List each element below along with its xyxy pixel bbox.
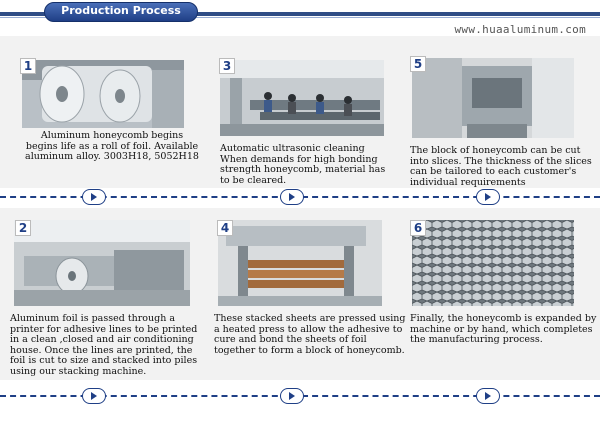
step-6-caption: Finally, the honeycomb is expanded by machine or by hand, which completes the manufacturing process. (410, 313, 597, 345)
steps-row-top (0, 36, 600, 188)
step-3-caption: Automatic ultrasonic cleaning When demands for high bonding strength honeycomb, material has to be cleared. (220, 143, 386, 186)
step-3-number: 3 (219, 58, 235, 74)
next-arrow-icon (476, 189, 500, 205)
step-6-photo (412, 220, 574, 306)
step-6-number: 6 (410, 220, 426, 236)
page-title: Production Process (61, 4, 181, 17)
steps-row-bottom (0, 208, 600, 380)
step-5-number: 5 (410, 56, 426, 72)
row-divider-bottom (0, 388, 600, 404)
step-2-photo (14, 220, 190, 306)
step-5-caption: The block of honeycomb can be cut into slices. The thickness of the slices can be tailored to each customer's individual requirements (410, 145, 592, 188)
website-label: www.huaaluminum.com (454, 23, 586, 36)
header-bar (0, 0, 600, 20)
step-1-caption: Aluminum honeycomb begins begins life as a roll of foil. Available aluminum alloy. 3003H18, 5052H18 (25, 130, 199, 162)
next-arrow-icon (476, 388, 500, 404)
next-arrow-icon (280, 189, 304, 205)
step-3-photo (220, 60, 384, 136)
next-arrow-icon (280, 388, 304, 404)
step-2-caption: Aluminum foil is passed through a printer for adhesive lines to be printed in a clean ,closed and air conditioning house. Once the lines are printed, the foil is cut to size and stacked into piles using our stacking machine. (10, 313, 198, 377)
step-1-number: 1 (20, 58, 36, 74)
step-4-photo (218, 220, 382, 306)
step-4-number: 4 (217, 220, 233, 236)
section-tab (44, 2, 198, 22)
next-arrow-icon (82, 388, 106, 404)
step-2-number: 2 (15, 220, 31, 236)
step-1-photo (22, 60, 184, 128)
step-5-photo (412, 58, 574, 138)
step-4-caption: These stacked sheets are pressed using a heated press to allow the adhesive to cure and bond the sheets of foil together to form a block of honeycomb. (214, 313, 406, 356)
row-divider-top (0, 189, 600, 205)
next-arrow-icon (82, 189, 106, 205)
